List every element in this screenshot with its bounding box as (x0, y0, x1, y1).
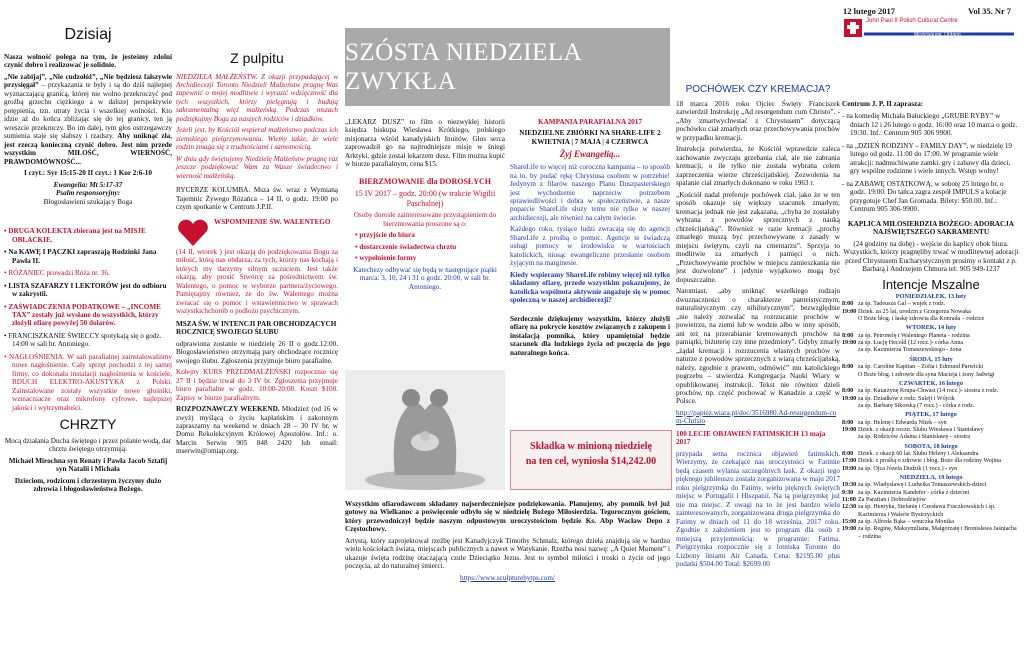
heart-icon (176, 218, 210, 248)
intention-time (842, 316, 858, 323)
pulpit-marriage: NIEDZIELA MAŁŻEŃSTW. Z okazji przypadającej w Archidiecezji Toronto Niedzieli Małżeństw pragnę Was zapewnić o mojej modlitwie i wyrazić wdzięczność dla tych wszystkich, którzy pielęgnują i budują sakramentalną więź małżeńską. Podczas mszach podziękujmy Bogu za naszych rodziców i dziadków. (176, 72, 338, 123)
chrzty-names: Michael Mirochna syn Renaty i Pawła Jacob Sztafij syn Natalii i Michała (8, 456, 168, 474)
column-z-pulpitu (176, 0, 338, 459)
intention-row (842, 434, 1020, 441)
gospel: Ewangelia: Mt 5:17-37 (53, 180, 123, 189)
pochowek-text-1: 18 marca 2016 roku Ojciec Święty Franciszek zatwierdził Instrukcję „Ad resurgendum cum Christo”. - „Aby zmartwychwstać z Chrystusem” dotyczącą pochówku ciał zmarłych oraz przechowywania prochów w przypadku kremacji. (676, 100, 840, 142)
pochowek-text-4: Natomiast, „aby uniknąć wszelkiego rodzaju dwuznaczności o charakterze panteistycznym, naturalistycznym czy nihilistycznym”, bezwzględnie „nie należy zezwalać na rozrzucanie prochów w powietrzu, na ziemi lub w wodzie albo w inny sposób, ani też na przerabianie kremowanych prochów na pamiątki, biżuterię czy inne przedmioty”. Gdyby zmarły „żądał kremacji i rozrzucenia własnych prochów w naturze z powodów sprzecznych z wiarą chrześcijańską, należy, zgodnie z prawem, odmówić” mu katolickiego pogrzebu – stwierdza Kongregacja Nauki Wiary w opublikowanej instrukcji. Tekst nie równiez dzieli prochów, np. część pochować w Kanadzie a część w Polsce. (676, 287, 840, 406)
intention-text: Dziek. z okazji 60 lat. Ślubu Heleny i Aleksandra (858, 450, 979, 457)
intention-row (842, 466, 1020, 473)
intention-row (842, 301, 1020, 308)
intention-text: Dziek. za 25 lat, urodzin z Grzegorza Nowaka (858, 308, 971, 315)
intention-row (842, 316, 1020, 323)
intention-row (842, 482, 1020, 489)
banner-title: SZÓSTA NIEDZIELA ZWYKŁA (345, 38, 581, 95)
walentego-title: WSPOMNIENIE ŚW. WALENTEGO (214, 217, 331, 226)
intention-row (842, 420, 1020, 427)
intention-time: 17:00 (842, 458, 857, 465)
intention-row (842, 451, 1020, 458)
intention-time: 19:00 (842, 526, 857, 533)
intention-time: 19:00 (842, 426, 857, 433)
collection-box (510, 430, 672, 490)
kampania-slogan: Żyj Ewangelią... (559, 149, 621, 160)
intention-row (842, 490, 1020, 497)
intention-row (842, 458, 1020, 465)
dzisiaj-intro: Nasza wolność polega na tym, że jesteśmy zdolni czynić dobro i realizować je solidnie. (4, 52, 172, 70)
footer-artist: Artystą, który zaprojektował rzeźbę jest Kanadyjczyk Timothy Schmalz, którego dzieła znajdują się w bardzo wielu kościołach świata, miejscach publicznych a nawet w Watykanie. Rzeźba nosi nazwę: „A Quiet Moment” i ukazuje święta rodzinę otaczającą czule Dzieciątko Jezus. Jest to symbol miłości i troski o życie od jego poczęcia, aż do naturalnej śmierci. (345, 536, 670, 571)
announcement-item: • ZAŚWIADCZENIA PODATKOWE – „INCOME TAX” zostały już wysłane do wszystkich, którzy złożyli ofiarę powyżej 50 dolarów. (4, 302, 161, 328)
intention-time: 12:30 (842, 504, 857, 511)
sunday-banner (345, 28, 670, 106)
logo-subtitle: Mississauga, Ontario (914, 32, 961, 38)
kaplica-text: (24 godziny na dobę) - wejście do kaplicy obok biura. Wszystkich, którzy pragnęliby trwać w modlitewnej adoracji przed Chrystusem Eucharystycznym prosimy o kontakt z p. Barbarą i Andrzejem Chmura tel: 905 949-1237 (843, 239, 1019, 274)
pulpit-marriage-3: W dniu gdy świętujemy Niedzielę Małżeństw pragnę raz jeszcze podziękować Wam za Wasze świadectwo i wierność małżeńską. (176, 154, 338, 180)
chrzty-heading: CHRZTY (59, 416, 117, 433)
fatima-text: przypada setna rocznica objawień fatimskich. Wierzymy, że czekające nas uroczystości w Fatimie będą czasem wylania szczególnych łask. Z okazji tego pięknego jubileuszu została zorganizowana w maju 2017 roku pielgrzymka do Fatimy, wielu pięknych świętych miejsc w Portugalii i Hiszpanii. Na tą pielgrzymkę już nie ma miejsc. Z uwagi na to że jest bardzo wielu zainteresowanych, zorganizowana druga pielgrzymka do Fatimy w dniach od 11 do 18 września, 2017 roku. Zgodnie z założeniem jest to program dla osób z mniejszą przyjemnością: w programie: Fatima. Pielgrzymka rozpocznie się z lotniska Toronto do Lizbony liniami Air Canada. Cena: $2195.00 plus podatki $504.00 Total: $2699.00 (676, 449, 840, 569)
intention-time: 8:00 (842, 301, 854, 308)
announcement-item: • Na KAWĘ I PĄCZKI zapraszają Rodzinki Jana Pawła II. (4, 248, 157, 265)
intention-time: 8:00 (842, 364, 854, 371)
intention-row (842, 519, 1020, 526)
intention-text: za śp. Rodziców Adama i Stanisławę – siostra (858, 434, 971, 441)
kampania-text-3: Kiedy wspieramy ShareLife robimy więcej niż tylko składamy ofiarę, przede wszystkim pokazujemy, że katolicka wspólnota aktywnie angażuje się w pomoc społeczną w naszej archidiecezji? (510, 270, 670, 305)
readings: I czyt.: Syr 15:15-20 II czyt.: 1 Kor 2:6-10 (24, 169, 152, 178)
intention-time: 8:00 (842, 450, 854, 457)
intention-time: 19:00 (842, 465, 857, 472)
intention-day: PONIEDZIAŁEK, 13 luty (895, 293, 967, 301)
kampania-text-2: Każdego roku, tysiące ludzi zwracają się do agencji ShareLife z prośbą o pomoc. Agencje te świadczą usługi pomocy w środowisku w wartościach katolickich, niosąc ewangeliczne przesłanie osobom żyjącym na marginesie. (510, 225, 670, 268)
column-center-left (345, 118, 505, 294)
kaplica-title: KAPLICA MIŁOSIERDZIA BOŻEGO: ADORACJA NAJŚWIĘTSZEGO SAKRAMENTU (848, 219, 1014, 237)
intention-time: 19:00 (842, 340, 857, 347)
katecheza: Katechezy odbywać się będą w następujące piątki marca: 3, 10, 24 i 31 o godz. 20:00, w sali br. Antoniego. (353, 265, 497, 291)
announcement-item: • DRUGA KOLEKTA zbierana jest na MISJE OBLACKIE. (4, 227, 146, 244)
intention-time: 8:00 (842, 419, 854, 426)
centrum-item: - na ZABAWĘ OSTATKOWĄ, w sobotę 25 lutego br. o godz. 19:00. Do tańca zagra zespół IMPULS a kolacje przygotuje Chef Jan Gromada. Bilety: $50.00. Inf.: Centrum 905 306-9900. (842, 179, 1007, 214)
intention-text: za śp. Helenę i Edwarda Nitek – syn (858, 419, 947, 426)
bierzmowanie-title: BIERZMOWANIE dla DOROSŁYCH (358, 176, 492, 186)
sculpture-photo (345, 370, 505, 490)
intention-text: za śp. Caroline Kapitan – Zofia i Edmund Parwicki (858, 364, 984, 371)
dzisiaj-heading: Dzisiaj (64, 26, 112, 43)
intention-day: NIEDZIELA, 19 lutego (899, 473, 963, 481)
intention-row (842, 504, 1020, 519)
intention-time: 19:00 (842, 395, 857, 402)
pochowek-text-2: Instrukcja potwierdza, że Kościół wprawdzie zaleca zachowanie zwyczaju grzebania ciał, ale nie zabrania kremacji, o ile tylko nie została wybrana celem zaprzeczenia wierze chrześcijańskiej. Zezwolenia na spalanie ciał zmarłych dokonano w roku 1963 r. (676, 145, 840, 188)
kampania-title: KAMPANIA PARAFIALNA 2017 (538, 118, 642, 126)
bierzmowanie-intro: Osoby dorosłe zainteresowane przystąpieniem do bierzmowania proszone są o: (353, 211, 497, 228)
intention-text: za śp. Łucję Hecold (12 rocz.)- córka Anna (858, 340, 964, 347)
intention-row (842, 372, 1020, 379)
intention-time: 19:30 (842, 482, 857, 489)
announcement-item: • FRANCISZKANIE ŚWIECCY spotykają się o godz. 14:00 w sali br. Antoniego. (4, 331, 162, 349)
bierzmowanie-item: • wypełnienie formy (355, 254, 417, 263)
intention-time (842, 372, 858, 379)
sculpture-link[interactable]: https://www.sculpturebytps.com/ (460, 573, 555, 582)
pochowek-title: POCHÓWEK CZY KREMACJA? (685, 84, 831, 95)
centrum-item: - na komedię Michała Bałuckiego „GRUBE RYBY” w dniach 12 i 26 lutego o godz. 16:00 oraz 10 marca o godz. 19:30. Inf.: Centrum 905 306 9900. (842, 112, 1018, 138)
intention-row (842, 364, 1020, 371)
weekend-text: Młodzież (od 16 w zwyż) myślącą o życiu kapłańskim i zakonnym zapraszamy na weekend w dniach 28 – 30 IV br. w Domu Rekolekcyjnym Królowej Apostołów. Inf.: o. Marcin Serwin 905 848 2420 lub email: mserwin@omiap.org. (176, 405, 338, 456)
intention-day: SOBOTA, 18 lutego (904, 442, 958, 450)
intention-text: Za Parafian i Dobrodziejów (858, 496, 926, 503)
intention-row (842, 396, 1020, 403)
intention-time: 8:00 (842, 332, 854, 339)
mass-intentions-list (842, 293, 1020, 541)
chrzty-blessing: Dzieciom, rodzicom i chrzestnym życzymy dużo zdrowia i błogosławieństwa Bożego. (14, 476, 162, 494)
column-pochowek (676, 100, 840, 572)
intention-day: PIĄTEK, 17 lutego (905, 411, 957, 419)
chrzty-intro: Mocą działania Ducha świętego i przez polanie wodą, dar chrztu świętego otrzymują: (4, 436, 172, 454)
announcement-item: • NAGŁOŚNIENIA. W sali parafialnej zainstalowaliśmy nowe nagłośnienie. Cały sprzęt pochodzi z tej samej firmy, co dokonała instalacji nagłośnienia w kościele, RDUCH ELEKTRO-AKUSTYKA z Polski. Zainstalowane zostały wszystkie nowe głośniki, wzmacniacze oraz mikrofony cyfrowe, najlepszej jakości i wytrzymałości. (4, 352, 172, 412)
intention-day: WTOREK, 14 luty (905, 324, 957, 332)
intention-time (842, 403, 858, 410)
footer-text: Wszystkim ofiarodawcom składamy najserdeczniejsze podziękowania. Planujemy, aby pomnik był już gotowy na Wielkanoc a poświęcenie odbyło się w niedzielę Bożego Miłosierdzia. Tegorocznym gościem, który przewodniczył będzie naszym odpustowym uroczystościom będzie Ks. Abp Wacław Depo z Częstochowy. (345, 500, 670, 534)
kurs-przedmalzenski: Kolejny KURS PRZEDMAŁŻEŃSKI rozpocznie się 27 II i będzie trwał do 3 IV br. Zgłoszenia przyjmuje biuro parafialne w godz. 10:00-20:00. Koszt $100. Zapisy w biurze parafialnym. (176, 368, 338, 402)
column-kampania (510, 118, 670, 360)
intention-time: 19:00 (842, 308, 857, 315)
announcement-item: • RÓŻANIEC prowadzi Róża nr. 36. (4, 269, 110, 278)
collection-title: Składka w minioną niedzielę (530, 441, 652, 452)
intention-text: O Boże błog. i zdrowie dla syna Macieja i żony Jadwigi (858, 371, 995, 378)
intention-text: za śp. Kazimierza Tomaszewskiego - żona (858, 347, 962, 354)
intention-text: O Boże błog. i łaskę zdrowia dla Konrada – rodzice (858, 316, 985, 323)
intention-day: CZWARTEK, 16 lutego (899, 379, 963, 387)
intention-text: za śp. Władysławę i Ludwika Tomaszewskich-dzieci (858, 482, 987, 489)
kampania-subtitle: NIEDZIELNE ZBIÓRKI NA SHARE-LIFE 2 KWIETNIA | 7 MAJA | 4 CZERWCA (519, 129, 661, 146)
issue-volume: Vol 35. Nr 7 (968, 6, 1011, 16)
announcement-item: • LISTA SZAFARZY I LEKTORÓW jest do odbioru w zakrystii. (4, 281, 167, 299)
dzisiaj-body: – przykazania te były i są do dziś najlepiej wyznaczającą granicą, której nie wolno przekroczyć pod groźbą grzechu ciężkiego a w dalszej perspektywie potępienia, tzn. utraty życia i wszelkiej wolności. Kto idzie aż do końca zbliżając się do tej granicy, ten ją wreszcie przekroczy. Bo im dalej, tym głos ostrzegawczy sumienia staje się słabszy i rzadszy. (4, 81, 173, 141)
centrum-item: - na „DZIEŃ RODZINY – FAMILY DAY”, w niedzielę 19 lutego od godz. 11:00 do 17:00. W programie wiele atrakcji: nadmuchiwane zamki, gry i zabawy dla dzieci, gry wspólne rodzinne i wiele innych. Wstęp wolny! (842, 141, 1013, 176)
pochowek-text-3: „Kościół nadal preferuje pochówek ciał, jako że w ten sposób okazuje się większy szacunek zmarłym; kremacja jednak nie jest zakazana, „chyba że zostałaby wybrana z powodów sprzecznych z nauką chrześcijańską”. Również w razie kremacji „prochy zmarłego muszą być przechowywane z zasady w miejscu świętym, czyli na cmentarzu”. Sprzyja to modlitwie za zmarłych i pamięci o nich. „Przechowywanie prochów w miejscu zamieszkania nie jest dozwolone” i jedynie wyjątkowo mogą być dopuszczalne. (676, 190, 840, 284)
psalm-text: Błogosławieni szukający Boga (43, 197, 133, 206)
intention-text: za śp. Henryka, Stefanię i Czesława Fraczkowskich i śp. Kazimierza i Walerie Bystrzyckich (858, 504, 996, 518)
intencje-heading: Intencje Mszalne (882, 276, 980, 292)
pulpit-marriage-2: Jeżeli jest, by Kościół wspierał małżeństwo podczas ich ziemskiego pielgrzymowania. Wiemy także, że wiele rodzin zmaga się z trudnościami i samotnością. (176, 126, 338, 152)
intention-time (842, 434, 858, 441)
intention-text: za śp. Katarzynę Krupa-Chwast (14 rocz.)- siostra z rodz. (858, 388, 999, 395)
parish-logo (844, 16, 1014, 40)
intention-text: za śp. Tadeusza Gal – wujek z rodz. (858, 301, 946, 308)
intention-row (842, 309, 1020, 316)
pochowek-link[interactable]: http://papiez.wiara.pl/doc/3516980.Ad-resurgendum-cum-Christo (676, 408, 837, 426)
intention-text: za śp. Kazimierza Kandefer - córka z dziećmi (858, 489, 970, 496)
fatima-title: 100 LECIE OBJAWIEŃ FATIMSKICH 13 maja 2017 (676, 429, 826, 447)
intention-row (842, 403, 1020, 410)
dzisiaj-quote: „Nie zabijaj”, „Nie cudzołóż”, „Nie będziesz fałszywie przysięgał” (4, 72, 172, 90)
psalm-label: Psalm responsoryjny: (55, 189, 121, 198)
rycerze-kolumba: RYCERZE KOLUMBA. Msza św. wraz z Wymianą Tajemnic Żywego Różańca – 14 II, o godz. 19:00 po czym spotkanie w Centrum J.P.II. (176, 186, 338, 212)
intention-text: Dziek. z okazji roczn. Ślubu Wiesława i Stanisławy (858, 426, 984, 433)
intention-text: za śp. Barbarę Sikorską (7 rocz.) - córka z rodz. (858, 402, 975, 409)
intention-time: 8:00 (842, 388, 854, 395)
msza-rocznica-title: MSZA ŚW. W INTENCJI PAR OBCHODZĄCYCH ROCZNICĘ SWOJEGO ŚLUBU (176, 319, 337, 337)
intention-day: ŚRODA, 15 luty (909, 355, 953, 363)
bierzmowanie-date: 15 IV 2017 – godz. 20:00 (w trakcie Wigilii Paschalnej) (354, 189, 496, 208)
intention-time (842, 347, 858, 354)
intention-row (842, 347, 1020, 354)
intention-row (842, 427, 1020, 434)
intention-time: 11:00 (842, 496, 856, 503)
dzisiaj-body-bold: Aby uniknąć zła, jest rzeczą konieczną czynić dobro. Jest nim przede wszystkim MIŁOŚĆ, WIERNOŚĆ, PRAWDOMÓWNOŚĆ... (4, 132, 172, 166)
intention-time: 9:30 (842, 489, 854, 496)
issue-date: 12 lutego 2017 (843, 6, 895, 16)
intention-text: za śp. Alfreda Bąka – wnuczka Monika (858, 518, 954, 525)
intention-text: za śp. Reginę, Maksymiliana, Małgorzatę i Bronisława Jaśniacha – rodzina (858, 526, 1017, 540)
logo-title: John Paul II Polish Cultural Centre (866, 18, 958, 24)
intention-row (842, 388, 1020, 395)
footer-section (345, 500, 670, 585)
intention-time: 15:00 (842, 518, 857, 525)
column-dzisiaj (4, 0, 172, 497)
column-right (842, 100, 1020, 541)
intention-text: za śp. Petronelę i Walentego Planeta - rodzina (858, 332, 970, 339)
thanks-text: Serdecznie dziękujemy wszystkim, którzy złożyli ofiarę na pokrycie kosztów związanych z zakupem i instalacją pomnika, który upamiętniał będzie szacunek dla ludzkiego życia od poczęcia do jego naturalnego końca. (510, 314, 670, 357)
holy-family-sculpture-icon (345, 370, 505, 490)
lekarz-dusz: „LEKARZ DUSZ” to film o niezwykłej historii księdza biskupa Wiesława Krótkiego, polskiego misjonarza wśród kanadyjskich Inuitów. Głos serca zaprowadził go na najtrudniejsze misje w śniegi Arktyki, gdzie został lekarzem dusz. Film można kupić w biurze parafialnym, cena $15. (345, 118, 505, 169)
weekend-title: ROZPOZNAWCZY WEEKEND. (176, 405, 280, 414)
walentego-text: (14 II, wtorek ) jest okazją do podziękowania Bogu za miłość, którą nas obdarza, za tych, którzy nas kochają i których my darzymy silnym uczuciem. Jest także okazją, aby prosić Stwórcę za pośrednictwem św. Walentego, o pomoc w wyborze partnera/życiowego. Pamiętajmy również, że do św. Walentego można zwracać się o pomoc i wstawiennictwo w sprawach wszystkichchorób o podłożu psychicznym. (176, 247, 338, 316)
intention-text: za śp. Dziadków z rodz. Suleji i Wójcik (858, 395, 955, 402)
intention-text: za śp. Ojca Józefa Dudzik (1 rocz.) - syn (858, 465, 958, 472)
msza-rocznica-text: odprawiona zostanie w niedzielę 26 II o godz.12:00. Błogosławieństwo otrzymają pary obchodzące rocznicę swojego ślubu. Zgłoszenia przyjmuje biuro parafialne. (176, 339, 338, 365)
intention-text: Dziek. z prośbą o zdrowie i błog. Boże dla rodziny Wojina (858, 458, 1001, 465)
kampania-text-1: ShareLife to więcej niż coroczna kampania – to sposób na to, by podać rękę Chrystusa osobom w potrzebie! Jedynym z filarów naszego Planu Duszpasterskiego jest wychodzenie naprzeciw potrzebom sprawiedliwości i dobra w społeczeństwie, a nasze poparcie ShareLife służy temu nie tylko w naszej archidiecezji, ale również na całym świecie. (510, 163, 670, 222)
intention-row (842, 340, 1020, 347)
bierzmowanie-item: • dostarczenie świadectwa chrztu (355, 242, 457, 251)
intention-row (842, 526, 1020, 541)
z-pulpitu-heading: Z pulpitu (230, 50, 284, 66)
centrum-title: Centrum J. P. II zaprasza: (842, 100, 924, 108)
collection-value: na ten cel, wyniosła $14,242.00 (525, 455, 657, 467)
bierzmowanie-item: • przyjście do biura (355, 231, 415, 240)
